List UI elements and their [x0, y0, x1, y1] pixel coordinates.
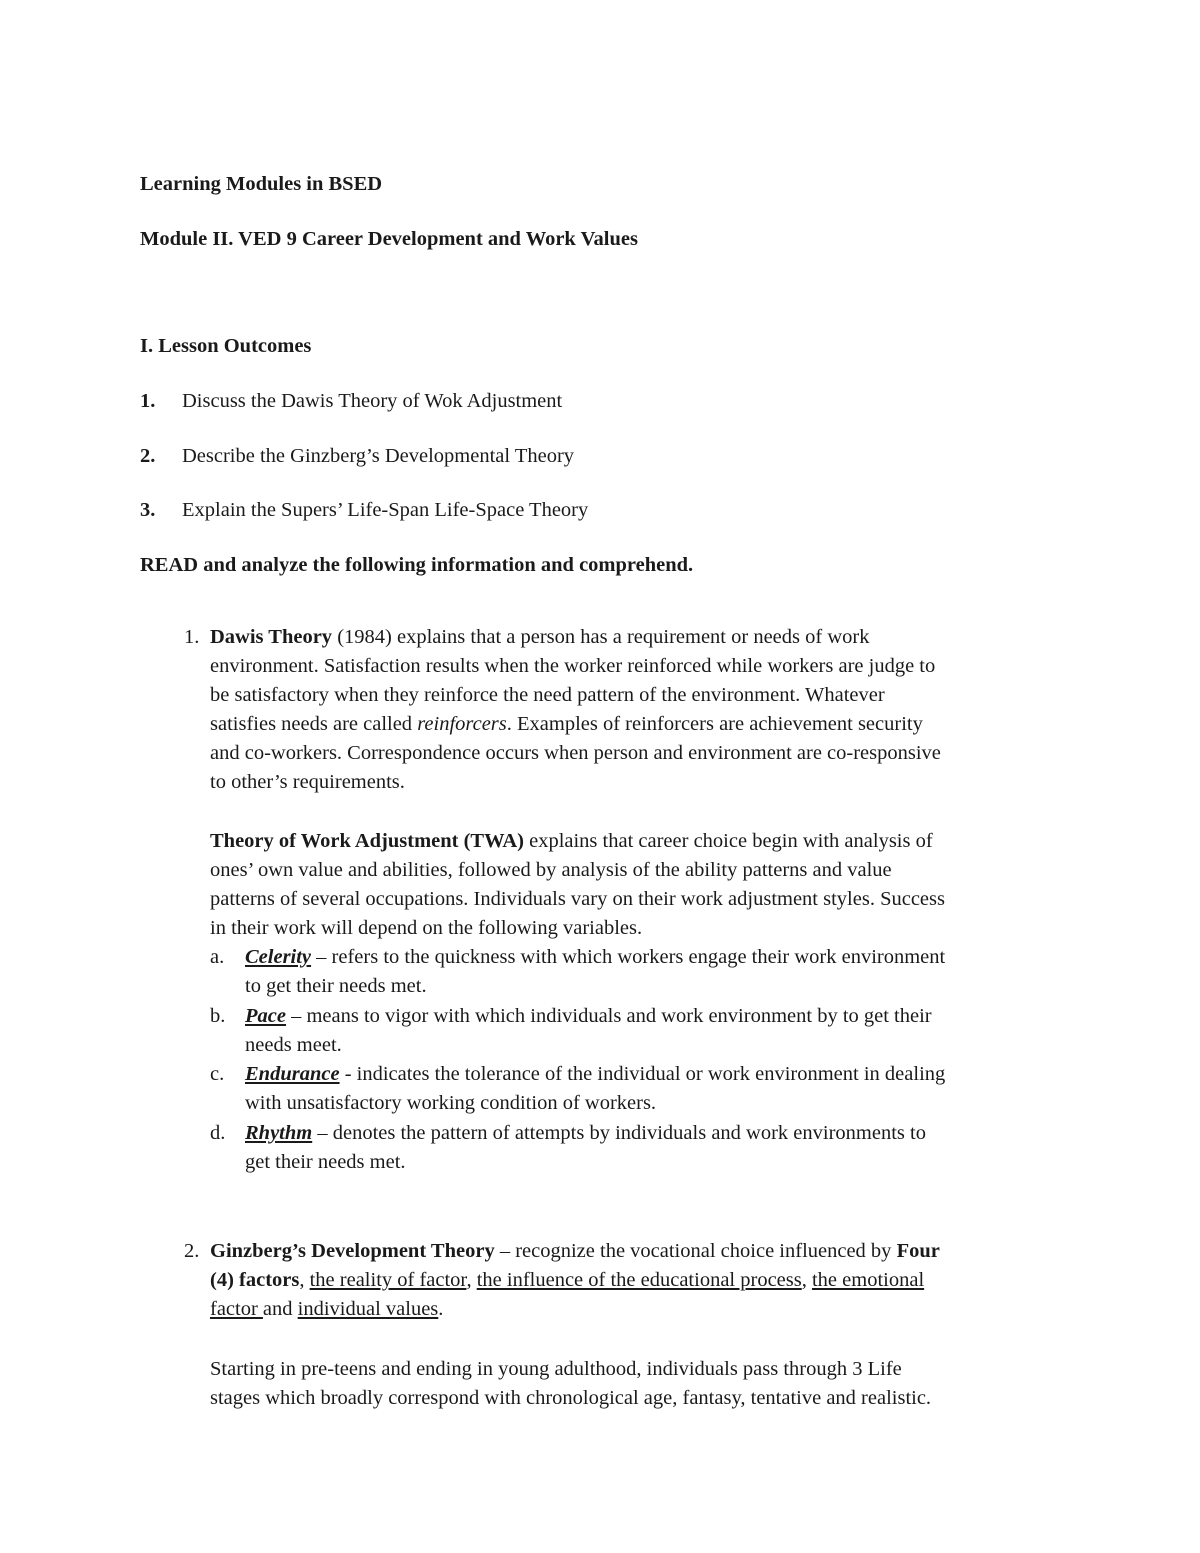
variable-celerity-cont: to get their needs met. [245, 975, 427, 997]
celerity-term: Celerity [245, 946, 312, 968]
outcome-item: Explain the Supers’ Life-Span Life-Space Theory [182, 499, 589, 521]
ginzberg-line-1: Ginzberg’s Development Theory – recognize the vocational choice influenced by Four [210, 1240, 940, 1262]
ginzberg-para-2-line-1: Starting in pre-teens and ending in young adulthood, individuals pass through 3 Life [210, 1358, 902, 1380]
rhythm-term: Rhythm [245, 1122, 313, 1144]
outcome-number: 3. [140, 499, 156, 521]
reinforcers-term: reinforcers [417, 713, 507, 735]
dawis-line-3: be satisfactory when they reinforce the need pattern of the environment. Whatever [210, 684, 885, 706]
dawis-line-4: satisfies needs are called reinforcers. Examples of reinforcers are achievement security [210, 713, 923, 735]
outcomes-heading: I. Lesson Outcomes [140, 335, 312, 357]
twa-line-4: in their work will depend on the following variables. [210, 917, 643, 939]
read-instruction: READ and analyze the following information and comprehend. [140, 554, 694, 576]
endurance-term: Endurance [245, 1063, 340, 1085]
variable-letter: b. [210, 1005, 226, 1027]
variable-pace-cont: needs meet. [245, 1034, 342, 1056]
dawis-line-5: and co-workers. Correspondence occurs when person and environment are co-responsive [210, 742, 941, 764]
outcome-item: Describe the Ginzberg’s Developmental Theory [182, 445, 575, 467]
variable-rhythm-cont: get their needs met. [245, 1151, 406, 1173]
variable-letter: c. [210, 1063, 225, 1085]
variable-endurance: Endurance - indicates the tolerance of the individual or work environment in dealing [245, 1063, 946, 1085]
ginzberg-term: Ginzberg’s Development Theory [210, 1240, 495, 1262]
factor-values: individual values [297, 1298, 439, 1320]
outcome-number: 2. [140, 445, 156, 467]
variable-celerity: Celerity – refers to the quickness with which workers engage their work environment [245, 946, 946, 968]
variable-rhythm: Rhythm – denotes the pattern of attempts by individuals and work environments to [245, 1122, 926, 1144]
variable-pace: Pace – means to vigor with which individuals and work environment by to get their [245, 1005, 932, 1027]
ginzberg-para-2-line-2: stages which broadly correspond with chronological age, fantasy, tentative and realistic. [210, 1387, 932, 1409]
pace-term: Pace [245, 1005, 286, 1027]
twa-term: Theory of Work Adjustment (TWA) [210, 830, 524, 852]
module-title: Module II. VED 9 Career Development and Work Values [140, 228, 638, 250]
list-number: 1. [184, 626, 200, 648]
variable-letter: a. [210, 946, 225, 968]
list-number: 2. [184, 1240, 200, 1262]
factor-emotional: the emotional [811, 1269, 925, 1291]
ginzberg-line-2: (4) factors, the reality of factor, the influence of the educational process, the emotional [210, 1269, 925, 1291]
factor-reality: the reality of factor [309, 1269, 467, 1291]
dawis-term: Dawis Theory [210, 626, 333, 648]
dawis-line-2: environment. Satisfaction results when the worker reinforced while workers are judge to [210, 655, 936, 677]
outcome-item: Discuss the Dawis Theory of Wok Adjustment [182, 390, 563, 412]
twa-line-3: patterns of several occupations. Individuals vary on their work adjustment styles. Success [210, 888, 945, 910]
twa-line-2: ones’ own value and abilities, followed by analysis of the ability patterns and value [210, 859, 892, 881]
twa-line-1: Theory of Work Adjustment (TWA) explains that career choice begin with analysis of [210, 830, 933, 852]
variable-letter: d. [210, 1122, 226, 1144]
outcome-number: 1. [140, 390, 156, 412]
factor-education: the influence of the educational process [476, 1269, 802, 1291]
document-title: Learning Modules in BSED [140, 173, 383, 195]
ginzberg-line-3: factor and individual values. [210, 1298, 444, 1320]
dawis-line-6: to other’s requirements. [210, 771, 405, 793]
variable-endurance-cont: with unsatisfactory working condition of workers. [245, 1092, 657, 1114]
four-factors: (4) factors [210, 1269, 300, 1291]
dawis-line-1: Dawis Theory (1984) explains that a person has a requirement or needs of work [210, 626, 870, 648]
